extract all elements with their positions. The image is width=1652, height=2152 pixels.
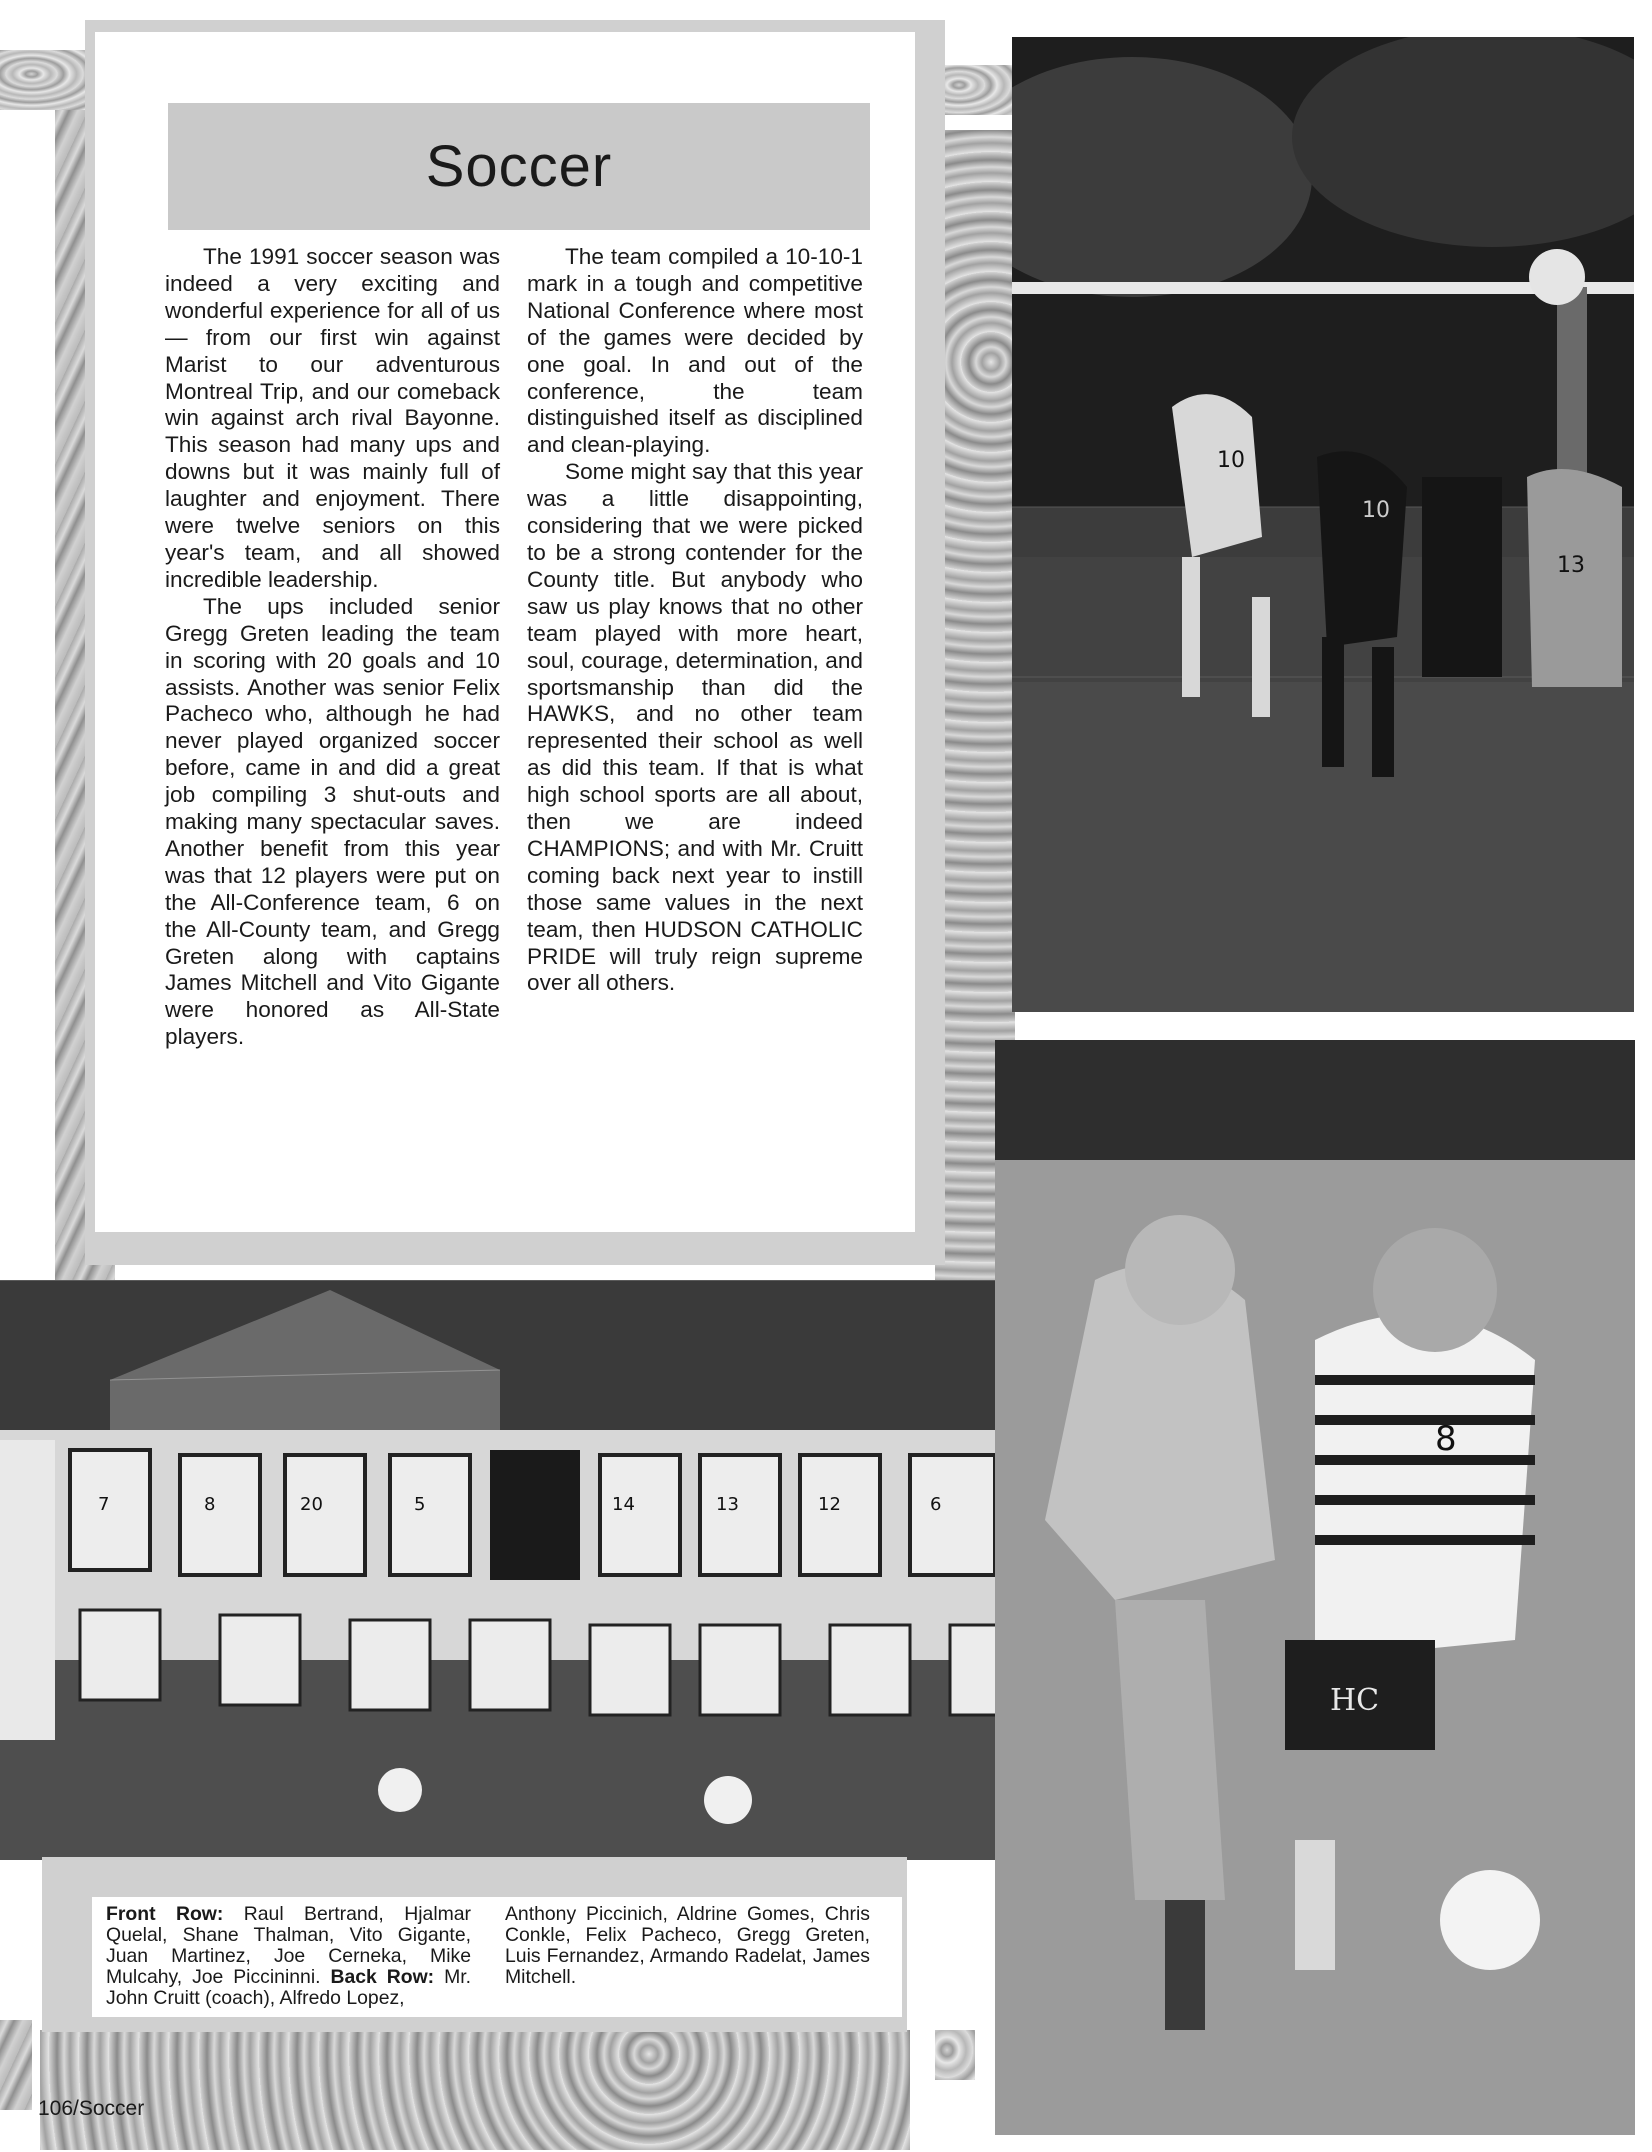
article-paragraph: The 1991 soccer season was indeed a very exciting and wonderful experience for all of us — from our first win against Marist to our adventurous Montreal Trip, and our comeback win against arch rival Bayonne. This season had many ups and downs but it was mainly full of laughter and enjoyment. There were twelve seniors on this year's team, and all showed incredible leadership. bbox=[165, 244, 500, 592]
jersey-number: 14 bbox=[612, 1494, 635, 1515]
back-row-names-continued: Anthony Piccinich, Aldrine Gomes, Chris Conkle, Felix Pacheco, Gregg Greten, Luis Fernandez, Armando Radelat, James Mitchell. bbox=[505, 1903, 870, 1988]
article-column-1 bbox=[165, 244, 500, 1051]
jersey-number: 10 bbox=[1362, 498, 1390, 523]
back-row-names: Mr. John Cruitt (coach), Alfredo Lopez, bbox=[106, 1966, 471, 2009]
front-row-label: Front Row: bbox=[106, 1903, 224, 1925]
jersey-number: 12 bbox=[818, 1494, 841, 1515]
article-column-2 bbox=[527, 244, 863, 997]
jersey-number: 8 bbox=[1435, 1419, 1457, 1459]
article-paragraph: Some might say that this year was a little disappointing, considering that we were picked to be a strong contender for the County title. But anybody who saw us play knows that no other team played with more heart, soul, courage, determination, and sportsmanship than did the HAWKS, and no other team represented their school as well as did this team. If that is what high school sports are all about, then we are indeed CHAMPIONS; and with Mr. Cruitt coming back next year to instill those same values in the next team, then HUDSON CATHOLIC PRIDE will truly reign supreme over all others. bbox=[527, 459, 863, 996]
marble-border-right-small bbox=[935, 2030, 975, 2080]
caption-column-1 bbox=[106, 1904, 471, 2009]
marble-border-top-right bbox=[935, 65, 1015, 115]
page-folio: 106/Soccer bbox=[38, 2097, 145, 2120]
article-paragraph: The team compiled a 10-10-1 mark in a tough and competitive National Conference where most of the games were decided by one goal. In and out of the conference, the team distinguished itself as disciplined and clean-playing. bbox=[527, 244, 863, 458]
marble-border-bottom-left bbox=[0, 2020, 32, 2110]
back-row-label: Back Row: bbox=[330, 1966, 435, 1988]
jersey-number: 5 bbox=[414, 1494, 426, 1515]
title-bar bbox=[168, 103, 870, 230]
jersey-number: 10 bbox=[1217, 448, 1245, 473]
jersey-number: 6 bbox=[930, 1494, 942, 1515]
jersey-number: 7 bbox=[98, 1494, 110, 1515]
jersey-number: 20 bbox=[300, 1494, 323, 1515]
caption-column-2 bbox=[505, 1904, 870, 1988]
jersey-number: 13 bbox=[716, 1494, 739, 1515]
jersey-number: 8 bbox=[204, 1494, 216, 1515]
photo-team bbox=[0, 1280, 1040, 1860]
marble-band-bottom bbox=[40, 2030, 910, 2150]
logo-shorts-hc: HC bbox=[1330, 1683, 1380, 1718]
jersey-number: 13 bbox=[1557, 553, 1585, 578]
photo-action-bottom bbox=[995, 1040, 1635, 2135]
front-row-names: Raul Bertrand, Hjalmar Quelal, Shane Thalman, Vito Gigante, Juan Martinez, Joe Cerneka, Mike Mulcahy, Joe Piccininni. bbox=[106, 1903, 472, 1988]
photo-action-header bbox=[1012, 37, 1634, 1012]
page-title: Soccer bbox=[425, 134, 613, 199]
article-paragraph: The ups included senior Gregg Greten leading the team in scoring with 20 goals and 10 assists. Another was senior Felix Pacheco who, although he had never played organized soccer before, came in and did a great job compiling 3 shut-outs and making many spectacular saves. Another benefit from this year was that 12 players were put on the All-Conference team, 6 on the All-County team, and Gregg Greten along with captains James Mitchell and Vito Gigante were honored as All-State players. bbox=[165, 593, 500, 1050]
